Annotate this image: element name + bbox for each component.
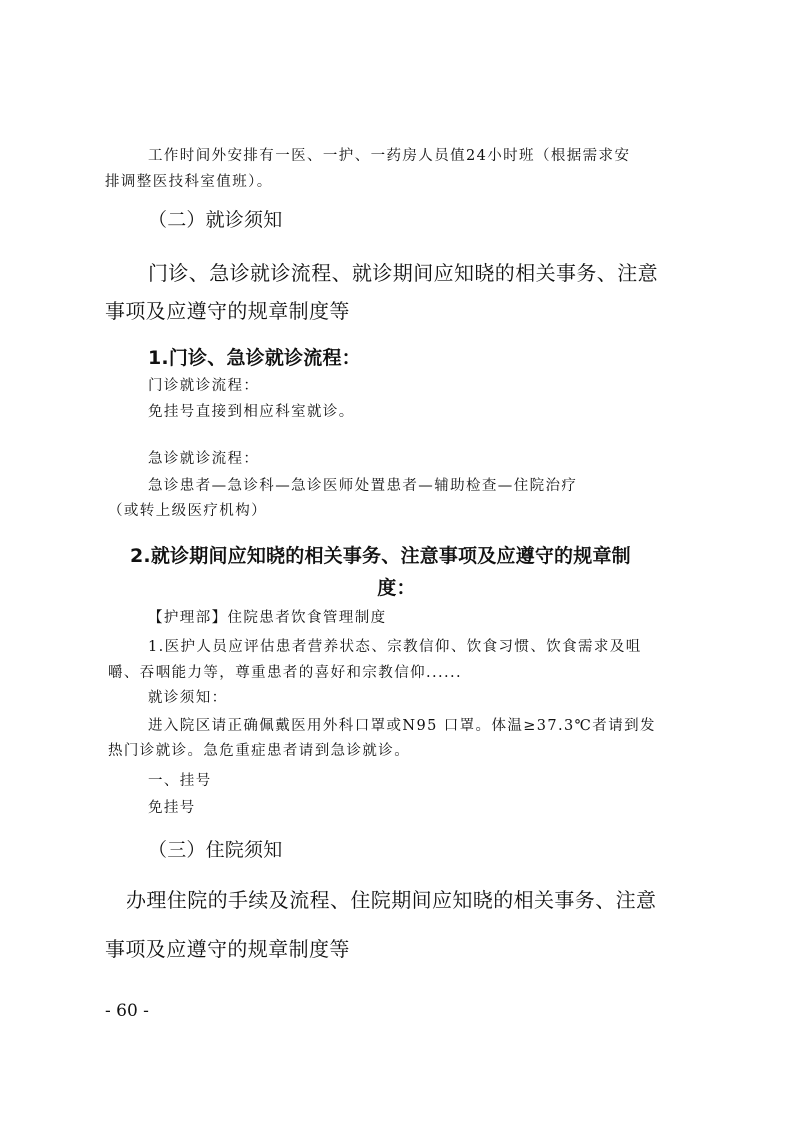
section-2-description-line-2: 事项及应遵守的规章制度等 <box>105 299 350 323</box>
registration-text: 免挂号 <box>148 800 196 816</box>
section-2-heading: （二）就诊须知 <box>148 209 283 231</box>
emergency-flow-text-line-1: 急诊患者—急诊科—急诊医师处置患者—辅助检查—住院治疗 <box>148 478 578 494</box>
section-3-heading: （三）住院须知 <box>148 839 283 861</box>
subsection-2-heading-line-1: 2.就诊期间应知晓的相关事务、注意事项及应遵守的规章制 <box>130 545 631 567</box>
subsection-1-heading: 1.门诊、急诊就诊流程： <box>148 347 361 369</box>
work-hours-line-1: 工作时间外安排有一医、一护、一药房人员值24小时班（根据需求安 <box>148 148 631 164</box>
outpatient-flow-text: 免挂号直接到相应科室就诊。 <box>148 404 355 420</box>
section-3-description-line-1: 办理住院的手续及流程、住院期间应知晓的相关事务、注意 <box>126 888 657 912</box>
page-number: - 60 - <box>105 1001 149 1021</box>
outpatient-flow-label: 门诊就诊流程： <box>148 378 260 394</box>
nursing-policy-title: 【护理部】住院患者饮食管理制度 <box>148 610 387 626</box>
registration-heading: 一、挂号 <box>148 773 212 789</box>
visit-notice-label: 就诊须知： <box>148 690 228 706</box>
subsection-2-heading-line-2: 度： <box>377 577 416 599</box>
section-3-description-line-2: 事项及应遵守的规章制度等 <box>105 937 350 961</box>
emergency-flow-label: 急诊就诊流程： <box>148 451 260 467</box>
emergency-flow-text-line-2: （或转上级医疗机构） <box>108 503 267 519</box>
nursing-policy-text-line-1: 1.医护人员应评估患者营养状态、宗教信仰、饮食习惯、饮食需求及咀 <box>148 639 642 655</box>
section-2-description-line-1: 门诊、急诊就诊流程、就诊期间应知晓的相关事务、注意 <box>148 261 658 285</box>
nursing-policy-text-line-2: 嚼、吞咽能力等，尊重患者的喜好和宗教信仰...... <box>108 665 463 681</box>
visit-notice-text-line-1: 进入院区请正确佩戴医用外科口罩或N95 口罩。体温≥37.3℃者请到发 <box>148 718 656 734</box>
visit-notice-text-line-2: 热门诊就诊。急危重症患者请到急诊就诊。 <box>108 743 411 759</box>
work-hours-line-2: 排调整医技科室值班）。 <box>105 174 273 190</box>
